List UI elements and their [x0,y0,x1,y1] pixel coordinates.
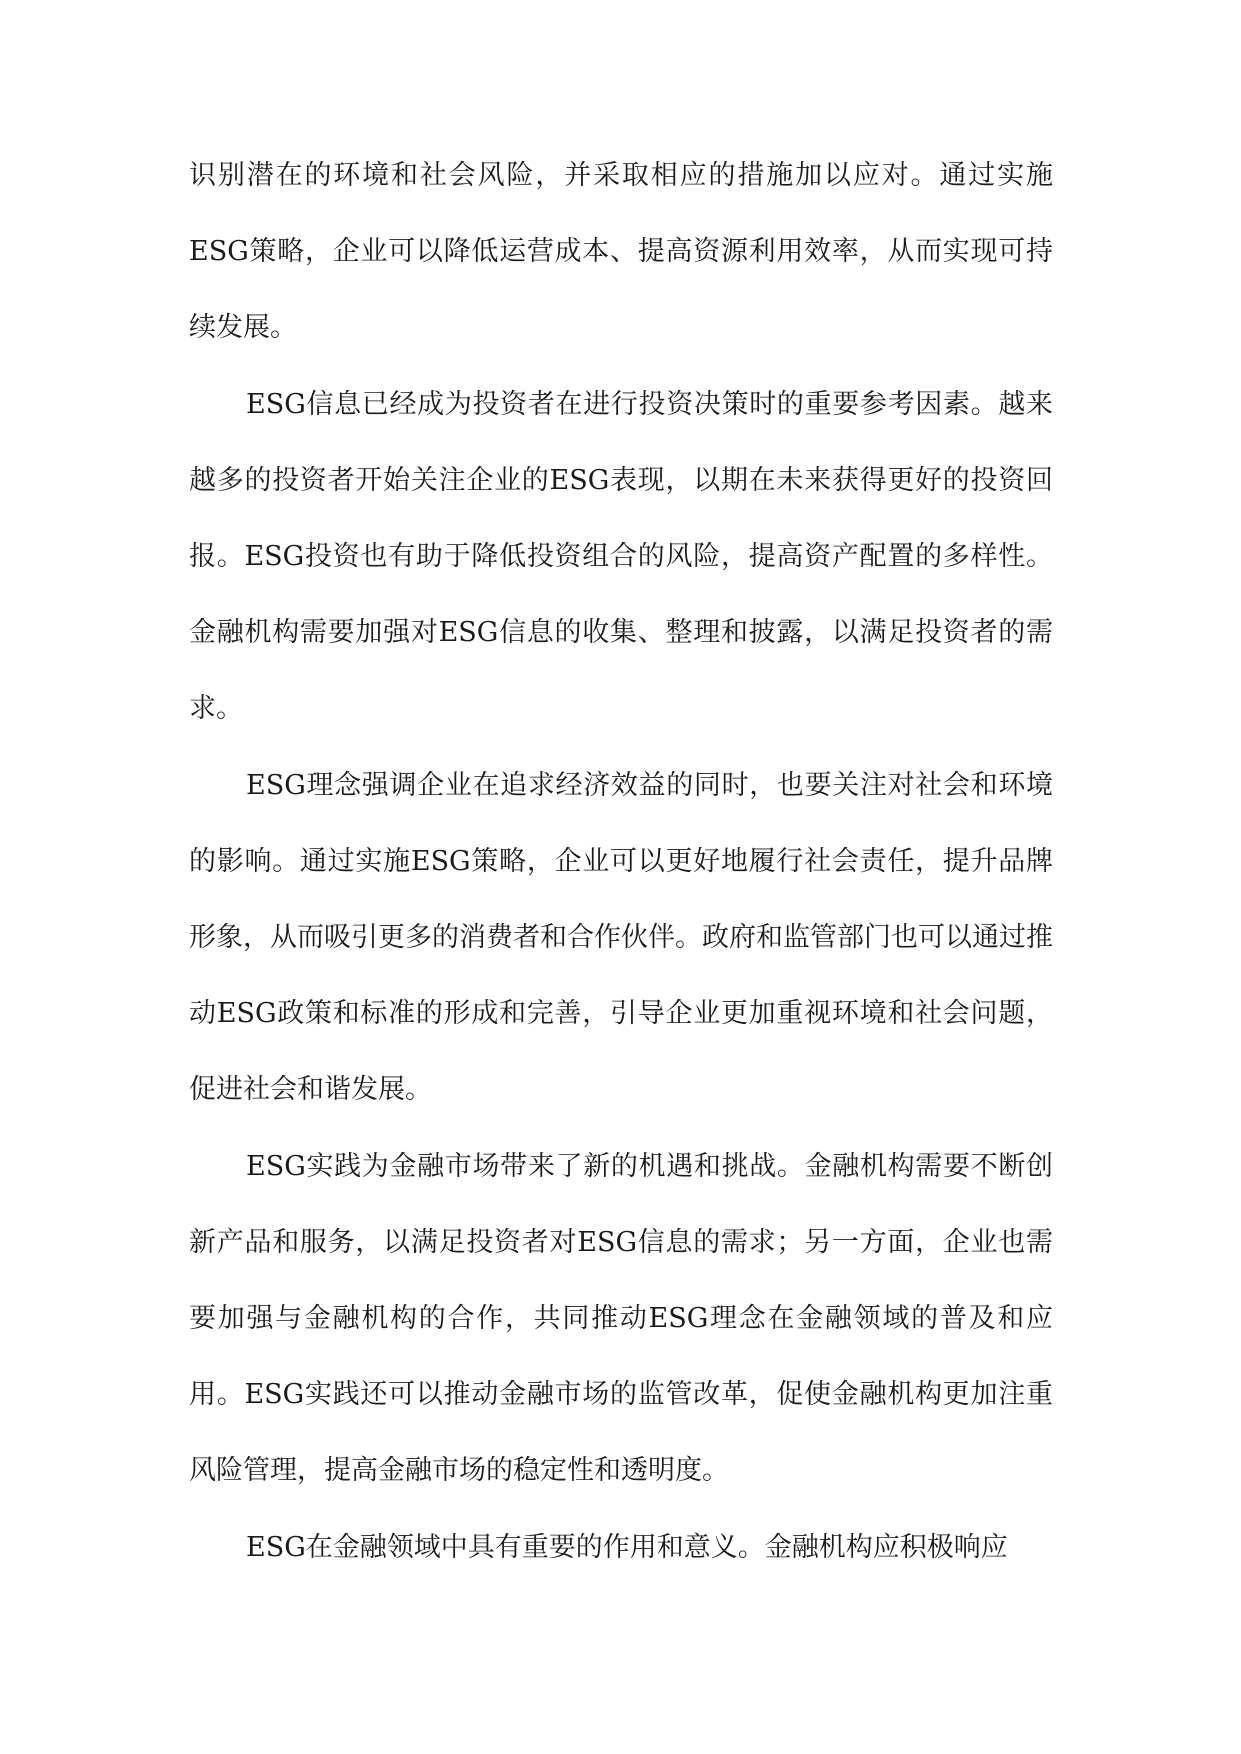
paragraph-investor-reference: ESG信息已经成为投资者在进行投资决策时的重要参考因素。越来越多的投资者开始关注企业的ESG表现，以期在未来获得更好的投资回报。ESG投资也有助于降低投资组合的风险，提高资产配置的多样性。金融机构需要加强对ESG信息的收集、整理和披露，以满足投资者的需求。 [189,388,1053,725]
paragraph-conclusion-start: ESG在金融领域中具有重要的作用和意义。金融机构应积极响应 [246,1531,1008,1563]
document-body [189,138,1053,1586]
paragraph-social-responsibility: ESG理念强调企业在追求经济效益的同时，也要关注对社会和环境的影响。通过实施ESG策略，企业可以更好地履行社会责任，提升品牌形象，从而吸引更多的消费者和合作伙伴。政府和监管部门也可以通过推动ESG政策和标准的形成和完善，引导企业更加重视环境和社会问题，促进社会和谐发展。 [189,769,1053,1106]
paragraph-market-opportunities: ESG实践为金融市场带来了新的机遇和挑战。金融机构需要不断创新产品和服务，以满足投资者对ESG信息的需求；另一方面，企业也需要加强与金融机构的合作，共同推动ESG理念在金融领域的普及和应用。ESG实践还可以推动金融市场的监管改革，促使金融机构更加注重风险管理，提高金融市场的稳定性和透明度。 [189,1150,1053,1487]
paragraph-continuation: 识别潜在的环境和社会风险，并采取相应的措施加以应对。通过实施ESG策略，企业可以降低运营成本、提高资源利用效率，从而实现可持续发展。 [189,160,1053,344]
